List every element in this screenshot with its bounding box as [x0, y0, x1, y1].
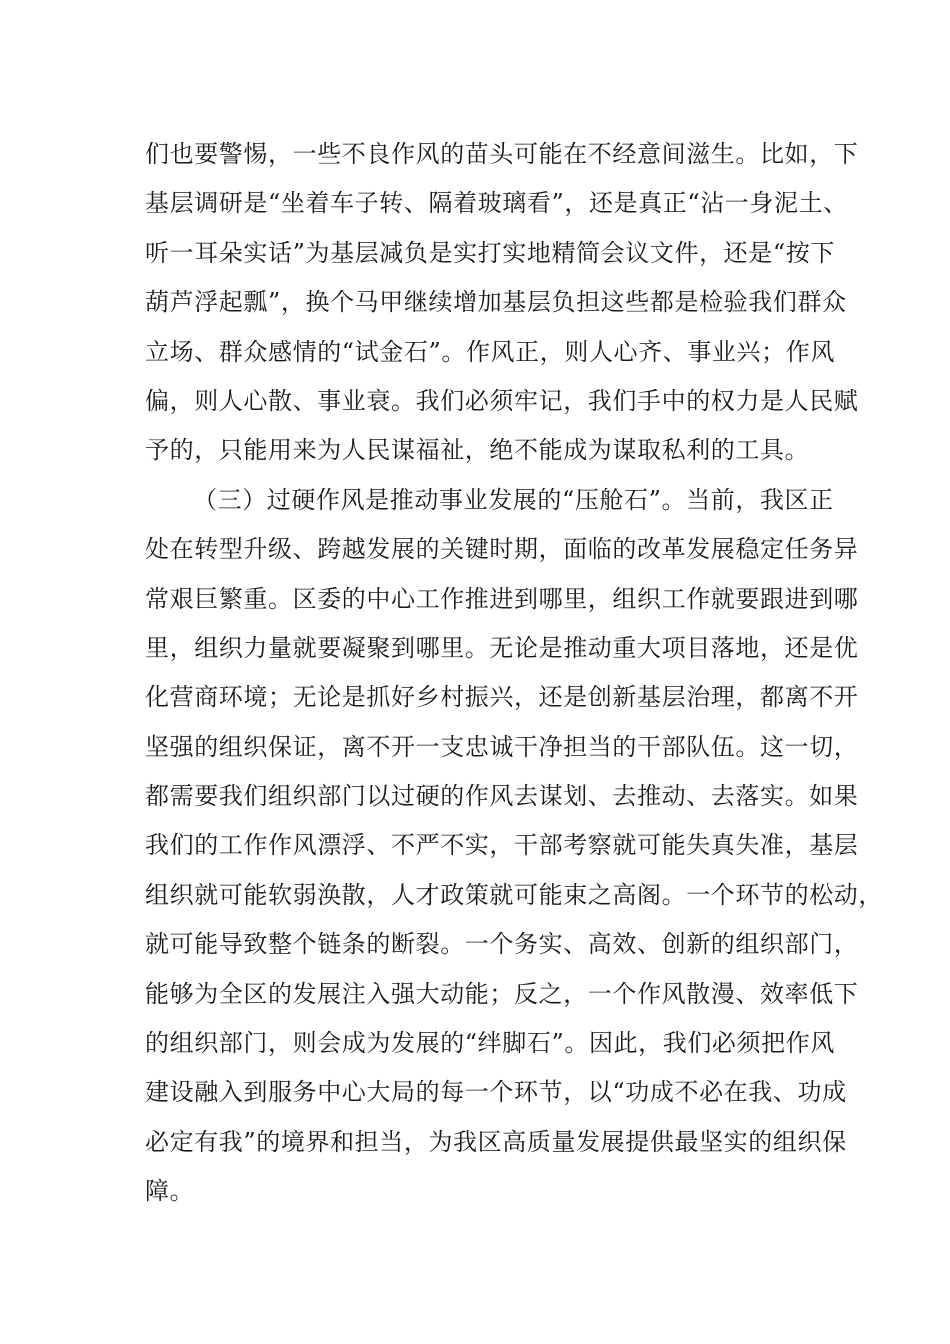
- text-line: 必定有我”的境界和担当，为我区高质量发展提供最坚实的组织保: [145, 1127, 847, 1156]
- text-line: 组织就可能软弱涣散，人才政策就可能束之高阁。一个环节的松动，: [145, 880, 883, 909]
- text-line: 基层调研是“坐着车子转、隔着玻璃看”，还是真正“沾一身泥土、: [145, 189, 848, 218]
- text-line: 我们的工作作风漂浮、不严不实，干部考察就可能失真失准，基层: [145, 831, 859, 860]
- text-line: 都需要我们组织部门以过硬的作风去谋划、去推动、去落实。如果: [145, 782, 859, 811]
- text-line: 立场、群众感情的“试金石”。作风正，则人心齐、事业兴；作风: [145, 337, 835, 366]
- text-line: 常艰巨繁重。区委的中心工作推进到哪里，组织工作就要跟进到哪: [145, 584, 859, 613]
- text-line: 听一耳朵实话”为基层减负是实打实地精简会议文件，还是“按下: [145, 238, 835, 267]
- text-line: 予的，只能用来为人民谋福祉，绝不能成为谋取私利的工具。: [145, 436, 810, 465]
- text-line: 里，组织力量就要凝聚到哪里。无论是推动重大项目落地，还是优: [145, 633, 859, 662]
- text-line: 建设融入到服务中心大局的每一个环节，以“功成不必在我、功成: [145, 1078, 847, 1107]
- section-heading-line: （三）过硬作风是推动事业发展的“压舱石”。当前，我区正: [193, 485, 834, 514]
- text-line: 能够为全区的发展注入强大动能；反之，一个作风散漫、效率低下: [145, 979, 859, 1008]
- text-line: 就可能导致整个链条的断裂。一个务实、高效、创新的组织部门，: [145, 930, 859, 959]
- text-line: 化营商环境；无论是抓好乡村振兴，还是创新基层治理，都离不开: [145, 683, 859, 712]
- text-line: 葫芦浮起瓢”，换个马甲继续增加基层负担这些都是检验我们群众: [145, 288, 847, 317]
- text-line: 偏，则人心散、事业衰。我们必须牢记，我们手中的权力是人民赋: [145, 386, 859, 415]
- body-text: [145, 130, 883, 1217]
- text-line: 们也要警惕，一些不良作风的苗头可能在不经意间滋生。比如，下: [145, 140, 859, 168]
- text-line: 的组织部门，则会成为发展的“绊脚石”。因此，我们必须把作风: [145, 1029, 835, 1058]
- text-line: 障。: [145, 1177, 195, 1206]
- text-line: 处在转型升级、跨越发展的关键时期，面临的改革发展稳定任务异: [145, 535, 859, 564]
- text-line: 坚强的组织保证，离不开一支忠诚干净担当的干部队伍。这一切，: [145, 732, 859, 761]
